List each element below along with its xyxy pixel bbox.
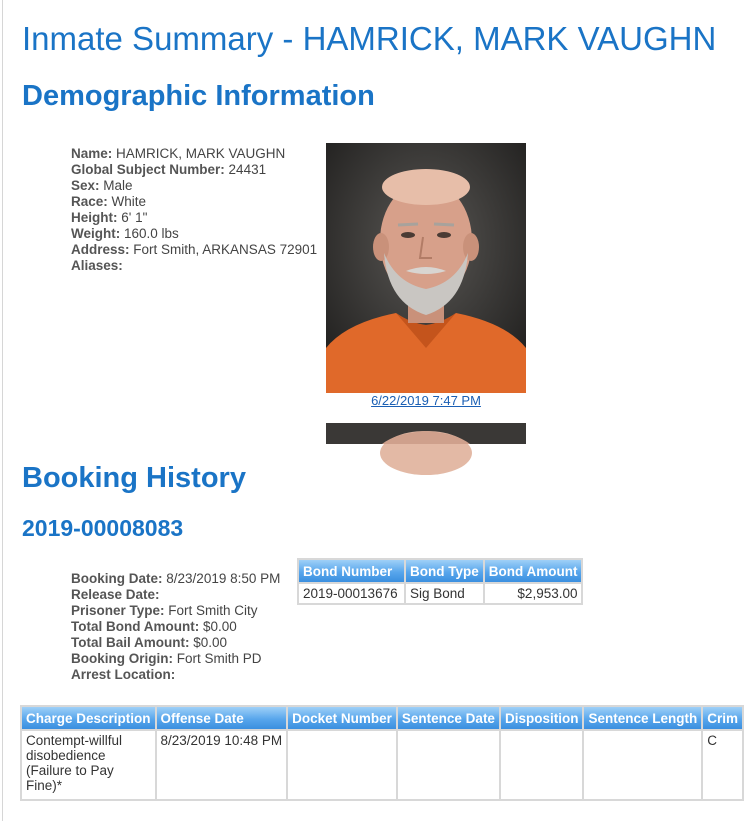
page-left-border [2,0,3,821]
crim-header[interactable]: Crim [703,707,742,729]
arrest-location-row: Arrest Location: [71,667,176,682]
race-value: White [111,194,147,209]
prisoner-type-row: Prisoner Type: Fort Smith City [71,603,258,618]
weight-row: Weight: 160.0 lbs [71,226,179,241]
global-subject-number-row: Global Subject Number: 24431 [71,162,267,177]
global-subject-number-value: 24431 [228,162,267,177]
booking-number: 2019-00008083 [22,515,184,541]
height-row: Height: 6' 1" [71,210,148,225]
page-title: Inmate Summary - HAMRICK, MARK VAUGHN [22,20,717,57]
address-row: Address: Fort Smith, ARKANSAS 72901 [71,242,318,257]
demographic-heading: Demographic Information [22,80,375,112]
table-row [299,584,581,603]
sex-value: Male [103,178,133,193]
name-value: HAMRICK, MARK VAUGHN [116,146,286,161]
bond-table [297,558,583,605]
sentence-length-cell [584,731,701,799]
booking-history-heading: Booking History [22,462,246,494]
height-value: 6' 1" [121,210,148,225]
bond-amount-header[interactable]: Bond Amount [485,560,582,582]
prisoner-type-value: Fort Smith City [168,603,258,618]
docket-number-cell [288,731,396,799]
sex-row: Sex: Male [71,178,133,193]
race-row: Race: White [71,194,147,209]
inmate-photo[interactable] [326,143,526,393]
booking-date-value: 8/23/2019 8:50 PM [166,571,281,586]
name-row: Name: HAMRICK, MARK VAUGHN [71,146,286,161]
booking-origin-value: Fort Smith PD [176,651,262,666]
charge-description-header[interactable]: Charge Description [22,707,155,729]
booking-info [71,571,280,683]
offense-date-header[interactable]: Offense Date [157,707,287,729]
booking-origin-row: Booking Origin: Fort Smith PD [71,651,262,666]
aliases-row: Aliases: [71,258,123,273]
table-row [22,731,742,799]
sentence-length-header[interactable]: Sentence Length [584,707,701,729]
address-value: Fort Smith, ARKANSAS 72901 [133,242,318,257]
total-bail-row: Total Bail Amount: $0.00 [71,635,228,650]
charge-table-header-row [22,707,742,729]
photo-date-link[interactable]: 6/22/2019 7:47 PM [371,393,481,408]
sentence-date-header[interactable]: Sentence Date [398,707,499,729]
offense-date-cell: 8/23/2019 10:48 PM [157,731,287,799]
sentence-date-cell [398,731,499,799]
inmate-photo-image [326,143,526,393]
charge-description-cell: Contempt-willful disobedience (Failure to Pay Fine)* [22,731,155,799]
crim-cell: C [703,731,742,799]
charge-table [20,705,744,801]
bond-type-cell: Sig Bond [406,584,483,603]
bond-table-header-row [299,560,581,582]
total-bond-row: Total Bond Amount: $0.00 [71,619,237,634]
inmate-photo-2-image [326,423,526,444]
booking-date-row: Booking Date: 8/23/2019 8:50 PM [71,571,281,586]
disposition-cell [501,731,583,799]
bond-number-cell: 2019-00013676 [299,584,404,603]
total-bond-value: $0.00 [202,619,237,634]
release-date-row: Release Date: [71,587,160,602]
inmate-photo-2[interactable] [326,423,526,444]
bond-type-header[interactable]: Bond Type [406,560,483,582]
total-bail-value: $0.00 [193,635,228,650]
docket-number-header[interactable]: Docket Number [288,707,396,729]
weight-value: 160.0 lbs [124,226,179,241]
bond-number-header[interactable]: Bond Number [299,560,404,582]
disposition-header[interactable]: Disposition [501,707,583,729]
bond-amount-cell: $2,953.00 [485,584,582,603]
demographic-info [71,146,317,274]
